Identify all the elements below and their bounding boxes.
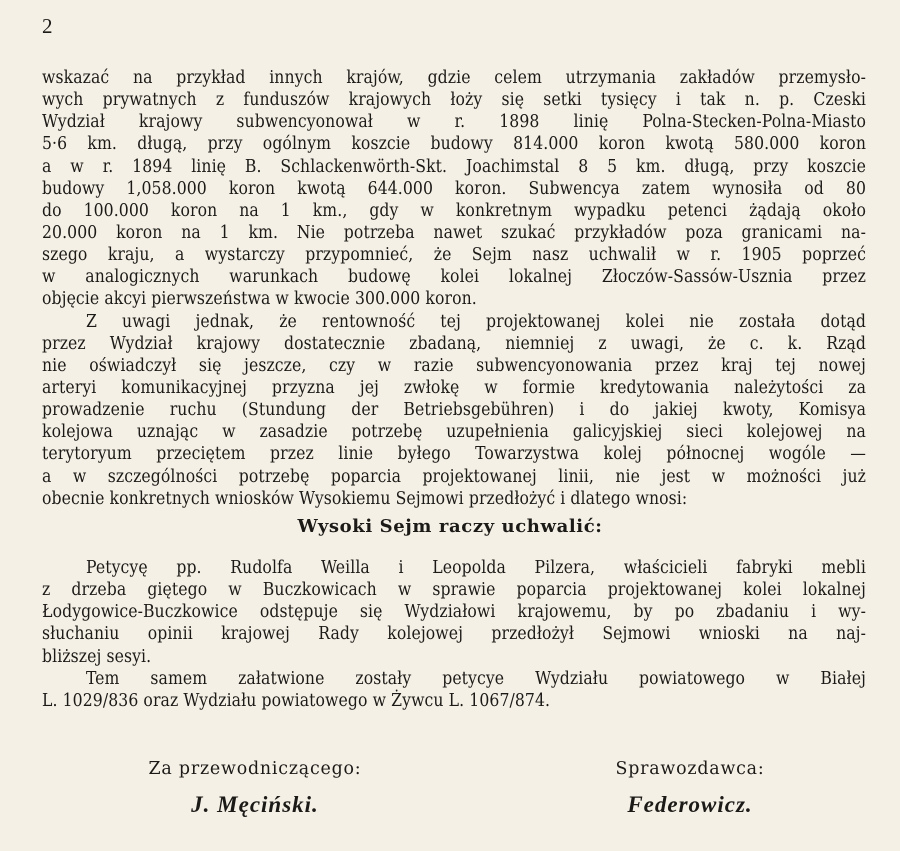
text-line: L. 1029/836 oraz Wydziału powiatowego w Żywcu L. 1067/874. — [42, 690, 551, 711]
text-line: Petycyę pp. Rudolfa Weilla i Leopolda Pilzera, właścicieli fabryki mebli — [86, 558, 866, 578]
text-line: z drzeba giętego w Buczkowicach w sprawie poparcia projektowanej kolei lokalnej — [42, 580, 866, 601]
text-line: 5·6 km. długą, przy ogólnym koszcie budowy 814.000 koron kwotą 580.000 koron — [42, 134, 866, 155]
paragraph-1 — [42, 67, 866, 311]
text-line: słuchaniu opinii krajowej Rady kolejowej przedłożył Sejmowi wnioski na naj- — [42, 624, 866, 645]
text-line: Łodygowice-Buczkowice odstępuje się Wydziałowi krajowemu, by po zbadaniu i wy- — [42, 602, 866, 623]
text-line: przez Wydział krajowy dostatecznie zbadaną, niemniej z uwagi, że c. k. Rząd — [42, 333, 866, 354]
text-line: prowadzenie ruchu (Stundung der Betriebsgebühren) i do jakiej kwoty, Komisya — [42, 400, 866, 421]
resolution-heading: Wysoki Sejm raczy uchwalić: — [297, 516, 603, 537]
text-line: terytoryum przeciętem przez linie byłego Towarzystwa kolej północnej wogóle — — [42, 444, 866, 465]
signature-name: J. Męciński. — [191, 792, 319, 817]
text-line: Wydział krajowy subwencyonował w r. 1898 linię Polna-Stecken-Polna-Miasto — [42, 112, 866, 133]
text-line: wskazać na przykład innych krajów, gdzie celem utrzymania zakładów przemysło- — [42, 68, 866, 88]
text-line: bliższej sesyi. — [42, 646, 152, 667]
signature-name: Federowicz. — [627, 792, 753, 817]
text-line: do 100.000 koron na 1 km., gdy w konkretnym wypadku petenci żądają około — [42, 200, 866, 221]
text-line: objęcie akcyi pierwszeństwa w kwocie 300.000 koron. — [42, 289, 477, 310]
text-line: a w szczególności potrzebę poparcia projektowanej linii, nie jest w możności już — [42, 466, 866, 487]
signature-label: Za przewodniczącego: — [148, 759, 362, 779]
text-line: 20.000 koron na 1 km. Nie potrzeba nawet szukać przykładów poza granicami na- — [42, 222, 866, 243]
paragraph-3 — [42, 557, 866, 668]
text-line: szego kraju, a wystarczy przypomnieć, że Sejm nasz uchwalił w r. 1905 poprzeć — [42, 245, 866, 266]
text-line: budowy 1,058.000 koron kwotą 644.000 koron. Subwencya zatem wynosiła od 80 — [42, 178, 866, 199]
text-line: a w r. 1894 linię B. Schlackenwörth-Skt. Joachimstal 8 5 km. długą, przy koszcie — [42, 156, 866, 177]
resolution-body — [42, 557, 866, 712]
text-line: arteryi komunikacyjnej przyzna jej zwłokę w formie kredytowania należytości za — [42, 377, 866, 398]
text-line: Tem samem załatwione zostały petycye Wydziału powiatowego w Białej — [86, 668, 866, 689]
text-line: wych prywatnych z funduszów krajowych łoży się setki tysięcy i tak n. p. Czeski — [42, 90, 866, 111]
page-number: 2 — [42, 14, 53, 38]
text-line: kolejowa uznając w zasadzie potrzebę uzupełnienia galicyjskiej sieci kolejowej na — [42, 422, 866, 443]
paragraph-2 — [42, 311, 866, 510]
signature-label: Sprawozdawca: — [615, 759, 765, 779]
text-line: Z uwagi jednak, że rentowność tej projektowanej kolei nie została dotąd — [86, 311, 866, 332]
paragraph-4 — [42, 668, 866, 712]
signature-rapporteur — [600, 756, 780, 818]
text-line: obecnie konkretnych wniosków Wysokiemu Sejmowi przedłożyć i dlatego wnosi: — [42, 488, 688, 509]
text-line: w analogicznych warunkach budowę kolei lokalnej Złoczów-Sassów-Usznia przez — [42, 267, 866, 288]
text-line: nie oświadczył się jeszcze, czy w razie subwencyonowania przez kraj tej nowej — [42, 355, 866, 376]
document-body — [42, 67, 866, 510]
signature-chairman — [140, 756, 370, 818]
